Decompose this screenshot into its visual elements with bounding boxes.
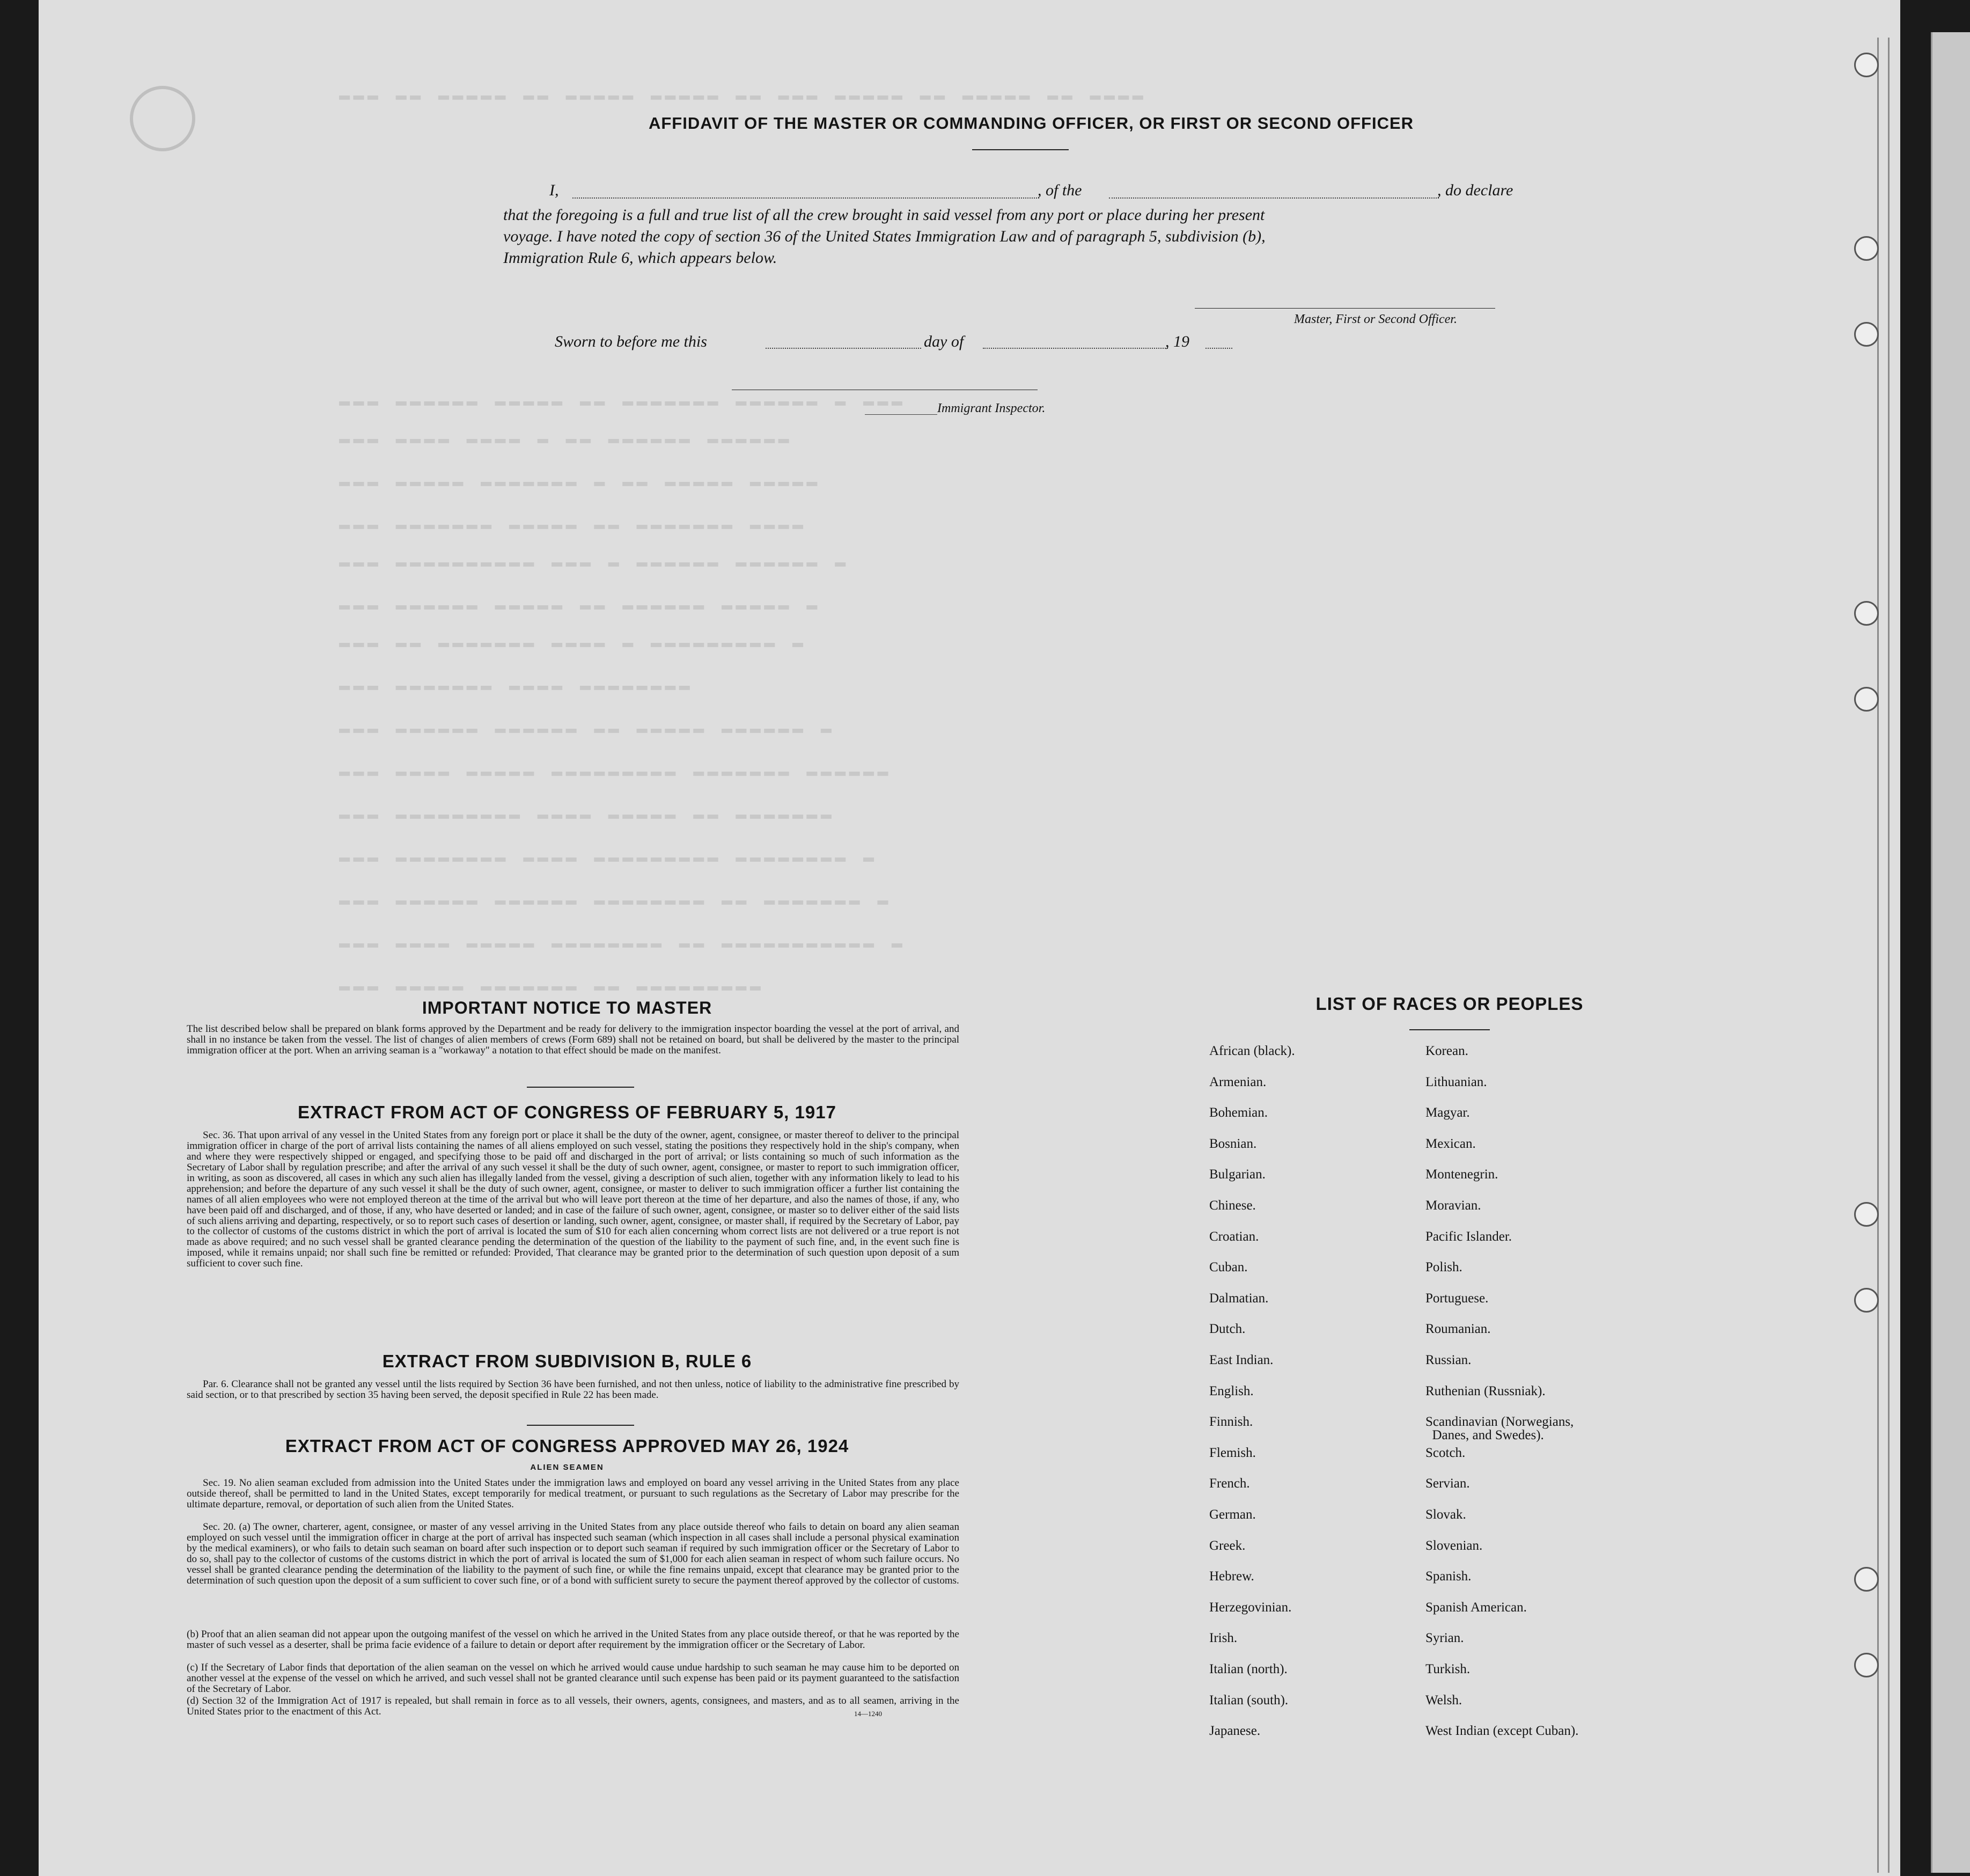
sworn-year-blank[interactable] (1205, 348, 1232, 349)
race-item: Flemish. (1209, 1445, 1256, 1460)
race-item: Mexican. (1425, 1136, 1476, 1151)
race-item: Russian. (1425, 1353, 1472, 1367)
race-item: Slovak. (1425, 1507, 1466, 1522)
race-item: East Indian. (1209, 1353, 1274, 1367)
extract-1924-sec20c: (c) If the Secretary of Labor finds that deportation of the alien seaman on the vessel on which he arrived would cause undue hardship to such seaman he may cause him to be deported on another vessel at the expense of the vessel on which he arrived, and such vessel shall not be granted clearance until such expense has been paid or its payment guaranteed to the satisfaction of the Secretary of Labor. (187, 1662, 959, 1695)
sworn-day-blank[interactable] (766, 348, 921, 349)
extract-1924-sec20a: Sec. 20. (a) The owner, charterer, agent, consignee, or master of any vessel arriving in the United States from any place outside thereof who fails to detain on board any alien seaman employed on such vessel until the immigration officer in charge at the port of arrival has inspected such seaman (which inspection in all cases shall include a personal physical examination by the medical examiners), or who fails to detain such seaman on board after such inspection or to deport such seaman if required by such immigration officer or the Secretary of Labor to do so, shall pay to the collector of customs of the customs district in which the port of arrival is located the sum of $1,000 for each alien seaman in respect of whom such failure occurs. No vessel shall be granted clearance pending the determination of the liability to the payment of such fine, or while the fine remains unpaid, except that clearance may be granted prior to the determination of such question upon the deposit of a sum sufficient to cover such fine, or of a bond with sufficient surety to secure the payment thereof approved by the collector of customs. (187, 1521, 959, 1586)
race-item: Italian (north). (1209, 1662, 1288, 1676)
bleed-through-text: ▬▬▬ ▬▬▬▬▬▬ ▬▬▬▬▬▬ ▬▬▬▬▬▬▬▬ ▬▬ ▬▬▬▬▬▬▬ ▬ (339, 891, 892, 911)
divider (527, 1087, 634, 1088)
race-item: Ruthenian (Russniak). (1425, 1383, 1546, 1398)
notice-title: IMPORTANT NOTICE TO MASTER (422, 998, 712, 1017)
punch-hole (1854, 53, 1879, 77)
race-item: Slovenian. (1425, 1538, 1483, 1553)
extract-rule6-title: EXTRACT FROM SUBDIVISION B, RULE 6 (382, 1351, 752, 1371)
sworn-month-blank[interactable] (983, 348, 1168, 349)
bleed-through-text: ▬▬▬ ▬▬▬▬▬▬▬▬ ▬▬▬▬ ▬▬▬▬▬▬▬▬▬ ▬▬▬▬▬▬▬▬ ▬ (339, 848, 878, 868)
race-item: Servian. (1425, 1476, 1470, 1491)
punch-hole (1854, 1202, 1879, 1227)
sworn-text: Sworn to before me this (555, 333, 707, 350)
extract-1924-sec20b: (b) Proof that an alien seaman did not appear upon the outgoing manifest of the vessel on which he arrived in the United States from any place outside thereof, or that he was reported by the master of such vessel as a deserter, shall be prima facie evidence of a failure to detain or deport after requirement by the immigration officer or the Secretary of Labor. (187, 1629, 959, 1651)
affidavit-title: AFFIDAVIT OF THE MASTER OR COMMANDING OFFICER, OR FIRST OR SECOND OFFICER (648, 114, 1414, 133)
races-title: LIST OF RACES OR PEOPLES (1315, 994, 1584, 1014)
affidavit-declare: , do declare (1437, 181, 1513, 199)
race-item: Cuban. (1209, 1260, 1248, 1275)
inspector-label: Immigrant Inspector. (937, 401, 1046, 415)
race-item: Italian (south). (1209, 1692, 1289, 1708)
race-item: German. (1209, 1507, 1256, 1522)
bleed-through-text: ▬▬▬ ▬▬▬▬▬▬ ▬▬▬▬▬ ▬▬ ▬▬▬▬▬▬ ▬▬▬▬▬ ▬ (339, 596, 821, 616)
race-item: Spanish American. (1425, 1600, 1527, 1615)
bleed-through-text: ▬▬▬ ▬▬▬▬▬▬▬▬▬ ▬▬▬▬ ▬▬▬▬▬ ▬▬ ▬▬▬▬▬▬▬ (339, 805, 835, 825)
race-item: Japanese. (1209, 1724, 1261, 1739)
race-item: Hebrew. (1209, 1569, 1254, 1584)
vessel-blank[interactable] (1109, 197, 1439, 199)
race-item: Turkish. (1425, 1662, 1471, 1676)
affidavit-line-2: that the foregoing is a full and true list of all the crew brought in said vessel from any port or place during her present (503, 206, 1265, 224)
bleed-through-text: ▬▬▬ ▬▬ ▬▬▬▬▬▬▬ ▬▬▬▬ ▬ ▬▬▬▬▬▬▬▬▬ ▬ (339, 633, 807, 654)
bleed-through-text: ▬▬▬ ▬▬▬▬▬ ▬▬▬▬▬▬▬ ▬ ▬▬ ▬▬▬▬▬ ▬▬▬▬▬ (339, 472, 821, 493)
extract-rule6-body: Par. 6. Clearance shall not be granted any vessel until the lists required by Section 36 have been furnished, and not then unless, notice of liability to the administrative fine prescribed by said section, or to that prescribed by section 35 having been served, the deposit specified in Rule 22 has been made. (187, 1379, 959, 1401)
race-item: English. (1209, 1383, 1254, 1398)
master-signature-label: Master, First or Second Officer. (1294, 312, 1457, 326)
bleed-through-text: ▬▬▬ ▬▬▬▬ ▬▬▬▬ ▬ ▬▬ ▬▬▬▬▬▬ ▬▬▬▬▬▬ (339, 429, 792, 450)
race-item: Scotch. (1425, 1445, 1466, 1460)
race-item: Scandinavian (Norwegians, Danes, and Swedes). (1425, 1415, 1574, 1443)
bleed-through-text: ▬▬▬ ▬▬▬▬▬▬ ▬▬▬▬▬▬ ▬▬ ▬▬▬▬▬ ▬▬▬▬▬▬ ▬ (339, 719, 835, 739)
year-text: , 19 (1165, 333, 1189, 350)
punch-hole (1854, 1567, 1879, 1592)
faded-stamp (130, 86, 195, 151)
page-stack-edge (1931, 32, 1970, 1873)
bleed-through-text: ▬▬▬ ▬▬▬▬▬▬▬▬▬▬ ▬▬▬ ▬ ▬▬▬▬▬▬ ▬▬▬▬▬▬ ▬ (339, 553, 849, 573)
bleed-through-text: ▬▬▬ ▬▬▬▬▬▬▬ ▬▬▬▬ ▬▬▬▬▬▬▬▬ (339, 676, 694, 697)
race-item: Syrian. (1425, 1631, 1464, 1646)
extract-1917-body: Sec. 36. That upon arrival of any vessel in the United States from any foreign port or place it shall be the duty of the owner, agent, consignee, or master thereof to deliver to the principal immigration officer in charge of the port of arrival lists containing the names of all aliens employed on such vessel, stating the positions they respectively hold in the ship's company, when and where they were respectively shipped or engaged, and specifying those to be paid off and discharged in the port of arrival; or lists containing so much of such information as the Secretary of Labor shall by regulation prescribe; and after the arrival of any such vessel it shall be the duty of such owner, agent, consignee, or master to report to such immigration officer, in writing, as soon as discovered, all cases in which any such alien has illegally landed from the vessel, giving a description of such alien, together with any information likely to lead to his apprehension; and before the departure of any such vessel it shall be the duty of such owner, agent, consignee, or master to deliver to such immigration officer a further list containing the names of all alien employees who were not employed thereon at the time of the arrival but who will leave port thereon at the time of her departure, and also the names of those, if any, who have been paid off and discharged, and of those, if any, who have deserted or landed; and in case of the failure of such owner, agent, consignee, or master so to deliver either of the said lists of such aliens arriving and departing, respectively, or so to report such cases of desertion or landing, such owner, agent, consignee, or master shall, if required by the Secretary of Labor, pay to the collector of customs of the customs district in which the port of arrival is located the sum of $10 for each alien concerning whom correct lists are not delivered or a true report is not made as above required; and no such vessel shall be granted clearance pending the determination of the question of the liability to the payment of such fine, and, in the event such fine is imposed, while it remains unpaid; nor shall such fine be remitted or refunded: Provided, That clearance may be granted prior to the determination of such question upon deposit of a sum sufficient to cover such fine. (187, 1130, 959, 1270)
extract-1924-title: EXTRACT FROM ACT OF CONGRESS APPROVED MAY 26, 1924 (285, 1436, 849, 1456)
affidavit-line-3: voyage. I have noted the copy of section 36 of the United States Immigration Law and of paragraph 5, subdivision (b), (503, 228, 1266, 245)
affidavit-line-4: Immigration Rule 6, which appears below. (503, 249, 777, 267)
race-item: Greek. (1209, 1538, 1246, 1553)
punch-hole (1854, 687, 1879, 712)
race-item: Bosnian. (1209, 1136, 1257, 1151)
page-edge (1877, 38, 1879, 1873)
bleed-through-text: ▬▬▬ ▬▬▬▬ ▬▬▬▬▬ ▬▬▬▬▬▬▬▬▬ ▬▬▬▬▬▬▬ ▬▬▬▬▬▬ (339, 762, 892, 782)
day-of-text: day of (924, 333, 964, 350)
race-item: Finnish. (1209, 1415, 1253, 1430)
punch-hole (1854, 1288, 1879, 1313)
extract-1924-sec20d: (d) Section 32 of the Immigration Act of 1917 is repealed, but shall remain in force as to all vessels, their owners, agents, consignees, and masters, and as to all seamen, arriving in the United States prior to the enactment of this Act. (187, 1695, 959, 1717)
race-item: West Indian (except Cuban). (1425, 1724, 1579, 1739)
race-item: Dalmatian. (1209, 1291, 1269, 1306)
race-item: Korean. (1425, 1044, 1468, 1058)
bleed-through-text: ▬▬▬ ▬▬▬▬▬▬ ▬▬▬▬▬ ▬▬ ▬▬▬▬▬▬▬ ▬▬▬▬▬▬ ▬ ▬▬▬ (339, 392, 906, 412)
race-item: Moravian. (1425, 1198, 1481, 1213)
bleed-through-text: ▬▬▬ ▬▬▬▬▬ ▬▬▬▬▬▬▬ ▬▬ ▬▬▬▬▬▬▬▬▬ (339, 977, 765, 997)
extract-1917-title: EXTRACT FROM ACT OF CONGRESS OF FEBRUARY 5, 1917 (298, 1102, 836, 1122)
punch-hole (1854, 1653, 1879, 1677)
race-item: French. (1209, 1476, 1250, 1491)
race-item: African (black). (1209, 1044, 1295, 1058)
extract-1924-sec19: Sec. 19. No alien seaman excluded from admission into the United States under the immigration laws and employed on board any vessel arriving in the United States from any place outside thereof, shall be permitted to land in the United States, except temporarily for medical treatment, or pursuant to such regulations as the Secretary of Labor may prescribe for the ultimate departure, removal, or deportation of such alien from the United States. (187, 1477, 959, 1510)
race-item: Bohemian. (1209, 1105, 1268, 1120)
race-item: Polish. (1425, 1260, 1462, 1275)
race-item: Croatian. (1209, 1229, 1259, 1244)
divider (1409, 1029, 1490, 1030)
affidavit-of-the: , of the (1038, 181, 1082, 199)
race-item: Pacific Islander. (1425, 1229, 1512, 1244)
race-item: Dutch. (1209, 1322, 1246, 1337)
affidavit-i: I, (549, 181, 559, 199)
document-page (39, 0, 1900, 1876)
race-item: Portuguese. (1425, 1291, 1489, 1306)
punch-hole (1854, 601, 1879, 626)
race-item: Lithuanian. (1425, 1074, 1487, 1089)
notice-body: The list described below shall be prepared on blank forms approved by the Department and be ready for delivery to the immigration inspector boarding the vessel at the port of arrival, and shall in no instance be taken from the vessel. The list of changes of alien members of crews (Form 689) shall not be retained on board, but shall be delivered by the master to the principal immigration officer at the port. When an arriving seaman is a "workaway" a notation to that effect should be made on the manifest. (187, 1023, 959, 1056)
form-number: 14—1240 (854, 1710, 882, 1718)
race-item: Roumanian. (1425, 1322, 1491, 1337)
punch-hole (1854, 322, 1879, 347)
race-item: Bulgarian. (1209, 1167, 1266, 1182)
punch-hole (1854, 236, 1879, 261)
race-item: Irish. (1209, 1631, 1238, 1646)
race-item: Armenian. (1209, 1074, 1267, 1089)
name-blank[interactable] (572, 197, 1039, 199)
bleed-through-text: ▬▬▬ ▬▬▬▬ ▬▬▬▬▬ ▬▬▬▬▬▬▬▬ ▬▬ ▬▬▬▬▬▬▬▬▬▬▬ ▬ (339, 934, 906, 954)
bleed-through-text: ▬▬▬ ▬▬▬▬▬▬▬ ▬▬▬▬▬ ▬▬ ▬▬▬▬▬▬▬ ▬▬▬▬ (339, 515, 807, 536)
master-signature-line[interactable] (1195, 308, 1495, 309)
extract-1924-subtitle: ALIEN SEAMEN (530, 1463, 604, 1472)
divider (972, 149, 1069, 150)
race-item: Herzegovinian. (1209, 1600, 1292, 1615)
race-item: Chinese. (1209, 1198, 1256, 1213)
bleed-through-text: ▬▬▬ ▬▬ ▬▬▬▬▬ ▬▬ ▬▬▬▬▬ ▬▬▬▬▬ ▬▬ ▬▬▬ ▬▬▬▬▬ ▬▬ ▬▬▬▬▬ ▬▬ ▬▬▬▬ (339, 86, 1146, 106)
race-item: Welsh. (1425, 1692, 1462, 1708)
divider (527, 1425, 634, 1426)
page-edge (1888, 38, 1890, 1873)
race-item: Montenegrin. (1425, 1167, 1498, 1182)
inspector-blank[interactable] (865, 414, 937, 415)
race-item: Magyar. (1425, 1105, 1470, 1120)
race-item: Spanish. (1425, 1569, 1472, 1584)
